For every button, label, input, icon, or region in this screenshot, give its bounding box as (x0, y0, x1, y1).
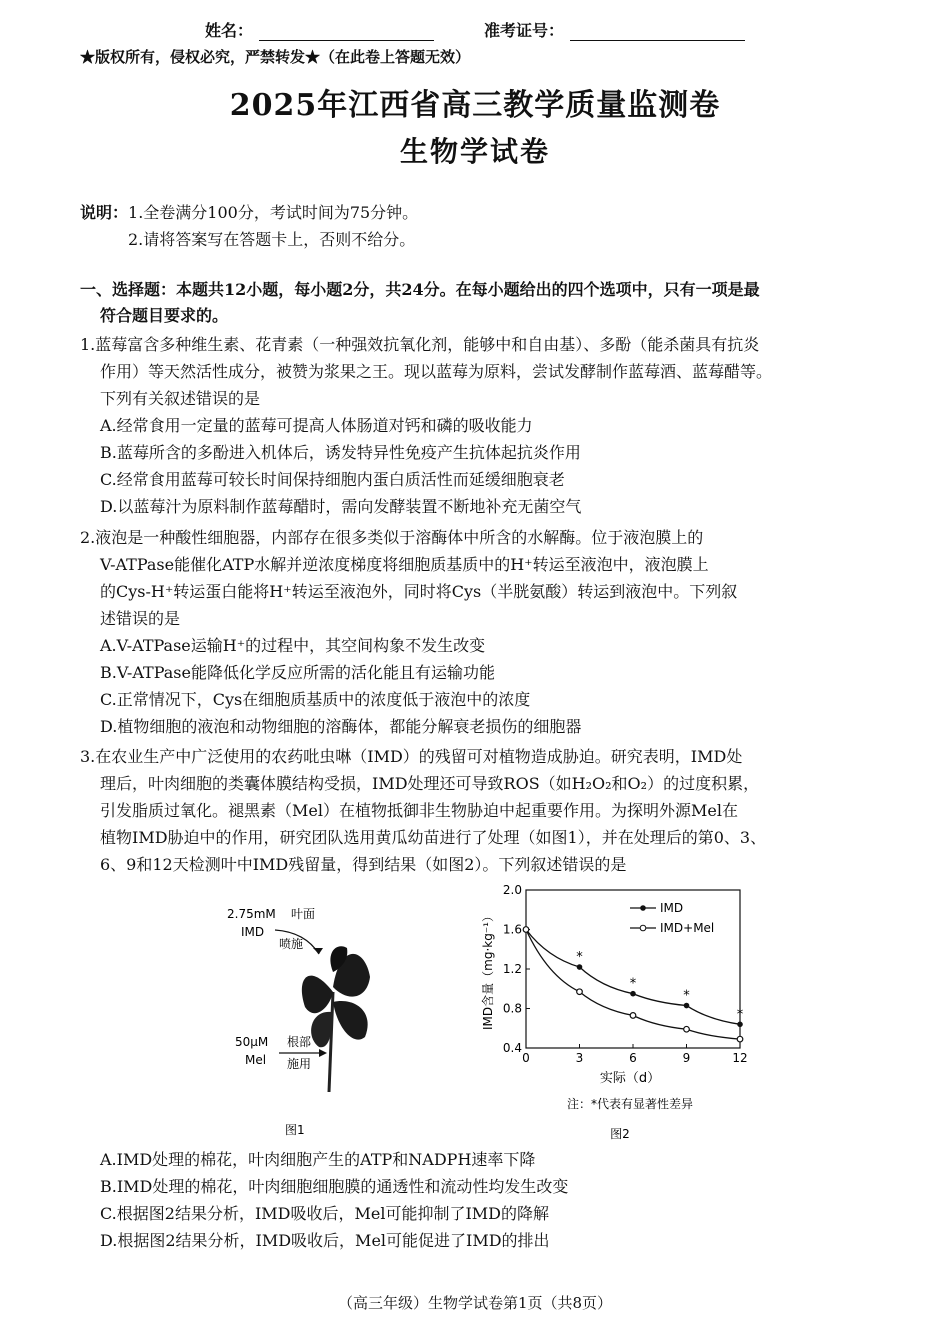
page-footer: （高三年级）生物学试卷第1页（共8页） (337, 1294, 613, 1312)
x-tick-label: 12 (732, 1051, 748, 1065)
imd-label: IMD (241, 925, 265, 939)
q1-option-a: A.经常食用一定量的蓝莓可提高人体肠道对钙和磷的吸收能力 (100, 416, 533, 435)
q1-stem: 下列有关叙述错误的是 (100, 389, 261, 408)
x-tick-label: 9 (682, 1051, 691, 1065)
data-point-IMD (684, 1003, 690, 1009)
name-label: 姓名： (205, 21, 254, 40)
figure-2-caption: 图2 (610, 1127, 630, 1141)
q3-stem: 3.在农业生产中广泛使用的农药吡虫啉（IMD）的残留可对植物造成胁迫。研究表明，IMD处 (80, 747, 743, 766)
chart-series (523, 927, 744, 1042)
q3-stem: 引发脂质过氧化。褪黑素（Mel）在植物抵御非生物胁迫中起重要作用。为探明外源Mel在 (100, 801, 738, 820)
imd-conc-label: 2.75mM (227, 907, 276, 921)
root-label-1: 根部 (287, 1035, 312, 1049)
q3-stem: 理后，叶肉细胞的类囊体膜结构受损，IMD处理还可导致ROS（如H₂O₂和O₂）的过度积累， (100, 774, 760, 793)
y-tick-label: 1.6 (502, 922, 522, 937)
leaf-icon (302, 976, 333, 1014)
q2-stem: 述错误的是 (100, 609, 181, 628)
q1-option-d: D.以蓝莓汁为原料制作蓝莓醋时，需向发酵装置不断地补充无菌空气 (100, 497, 582, 516)
ticket-label: 准考证号： (484, 21, 565, 40)
x-tick-label: 6 (629, 1051, 637, 1065)
candidate-info (205, 18, 745, 41)
q1-stem: 作用）等天然活性成分，被赞为浆果之王。现以蓝莓为原料，尝试发酵制作蓝莓酒、蓝莓醋等。 (100, 362, 773, 381)
data-point-IMD (737, 1022, 743, 1028)
q2-option-a: A.V-ATPase运输H⁺的过程中，其空间构象不发生改变 (100, 636, 486, 655)
copyright-notice: ★版权所有，侵权必究，严禁转发★（在此卷上答题无效） (80, 48, 471, 66)
significance-mark: * (576, 950, 583, 966)
q3-stem: 植物IMD胁迫中的作用，研究团队选用黄瓜幼苗进行了处理（如图1），并在处理后的第0、3、 (100, 828, 767, 847)
data-point-IMD (630, 991, 636, 997)
exam-title: 2025年江西省高三教学质量监测卷 (229, 88, 721, 123)
q1-option-b: B.蓝莓所含的多酚进入机体后，诱发特异性免疫产生抗体起抗炎作用 (100, 443, 581, 462)
legend-marker (640, 925, 646, 931)
chart-note: 注：*代表有显著性差异 (566, 1097, 694, 1111)
leaf-icon (311, 1012, 331, 1047)
leaf-icon (333, 1001, 368, 1040)
q2-stem: V-ATPase能催化ATP水解并逆浓度梯度将细胞质基质中的H⁺转运至液泡中，液泡膜上 (100, 555, 709, 574)
q3-option-c: C.根据图2结果分析，IMD吸收后，Mel可能抑制了IMD的降解 (100, 1204, 549, 1223)
q2-stem: 的Cys-H⁺转运蛋白能将H⁺转运至液泡外，同时将Cys（半胱氨酸）转运到液泡中。下列叙 (100, 582, 738, 601)
significance-mark: * (736, 1007, 744, 1023)
mel-conc-label: 50μM (235, 1035, 269, 1049)
ticket-field[interactable] (570, 22, 745, 41)
data-point-IMD+Mel (630, 1013, 636, 1019)
y-tick-label: 0.4 (502, 1041, 522, 1055)
root-label-2: 施用 (287, 1057, 312, 1071)
imd-content-chart (470, 880, 770, 1145)
q1-stem: 1.蓝莓富含多种维生素、花青素（一种强效抗氧化剂，能够中和自由基）、多酚（能杀菌具有抗炎 (80, 335, 760, 354)
q2-stem: 2.液泡是一种酸性细胞器，内部存在很多类似于溶酶体中所含的水解酶。位于液泡膜上的 (80, 528, 704, 547)
q3-option-a: A.IMD处理的棉花，叶肉细胞产生的ATP和NADPH速率下降 (100, 1150, 536, 1169)
section-heading: 一、选择题：本题共12小题，每小题2分，共24分。在每小题给出的四个选项中，只有一项是最 (80, 280, 760, 299)
chart-ticks (503, 883, 748, 1065)
figure-1 (215, 902, 385, 1142)
y-tick-label: 2.0 (502, 883, 522, 897)
figure-2 (470, 880, 770, 1145)
legend-label: IMD (660, 901, 684, 915)
q3-stem: 6、9和12天检测叶中IMD残留量，得到结果（如图2）。下列叙述错误的是 (100, 855, 627, 874)
data-point-IMD+Mel (737, 1036, 743, 1042)
plant-stem (329, 992, 333, 1092)
x-tick-label: 0 (522, 1051, 530, 1065)
data-point-IMD+Mel (684, 1026, 690, 1032)
y-tick-label: 0.8 (502, 1001, 522, 1016)
figure-1-caption: 图1 (285, 1123, 305, 1137)
instructions-line-2: 2.请将答案写在答题卡上，否则不给分。 (128, 230, 416, 249)
q3-option-d: D.根据图2结果分析，IMD吸收后，Mel可能促进了IMD的排出 (100, 1231, 550, 1250)
plant-illustration (215, 902, 385, 1142)
data-point-IMD (577, 964, 583, 970)
y-tick-label: 1.2 (502, 962, 522, 976)
q3-option-b: B.IMD处理的棉花，叶肉细胞细胞膜的通透性和流动性均发生改变 (100, 1177, 569, 1196)
root-arrowhead (319, 1049, 327, 1057)
mel-label: Mel (245, 1053, 267, 1067)
leaf-spray-label-1: 叶面 (291, 907, 316, 921)
legend-label: IMD+Mel (660, 921, 715, 935)
q1-option-c: C.经常食用蓝莓可较长时间保持细胞内蛋白质活性而延缓细胞衰老 (100, 470, 565, 489)
q2-option-c: C.正常情况下，Cys在细胞质基质中的浓度低于液泡中的浓度 (100, 690, 531, 709)
data-point-IMD+Mel (577, 989, 583, 995)
significance-mark: * (629, 976, 637, 992)
q2-option-b: B.V-ATPase能降低化学反应所需的活化能且有运输功能 (100, 663, 495, 682)
chart-legend (630, 901, 714, 935)
data-point-IMD+Mel (523, 927, 529, 933)
exam-subtitle: 生物学试卷 (399, 135, 550, 168)
x-tick-label: 3 (575, 1051, 584, 1065)
section-heading-cont: 符合题目要求的。 (100, 306, 229, 325)
legend-marker (640, 905, 646, 911)
x-axis-label: 实际（d） (599, 1071, 661, 1086)
y-axis-label: IMD含量（mg·kg⁻¹） (481, 910, 495, 1030)
instructions-line-1: 说明：1.全卷满分100分，考试时间为75分钟。 (80, 203, 419, 222)
name-field[interactable] (259, 22, 434, 41)
plot-frame (526, 890, 740, 1048)
significance-mark: * (683, 988, 690, 1004)
chart-axes (526, 890, 740, 1048)
leaf-spray-label-2: 喷施 (279, 937, 304, 951)
q2-option-d: D.植物细胞的液泡和动物细胞的溶酶体，都能分解衰老损伤的细胞器 (100, 717, 582, 736)
